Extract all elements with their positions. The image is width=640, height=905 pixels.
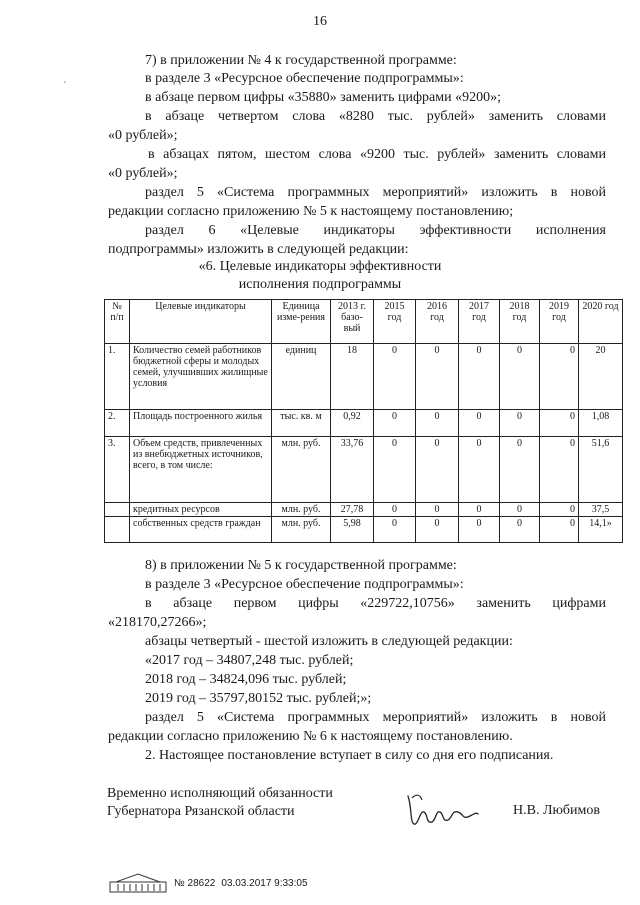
header-2013: 2013 г. базо-вый [331,300,374,344]
cell-value: 0 [540,437,579,503]
header-2018: 2018 год [500,300,540,344]
clause-2: 2. Настоящее постановление вступает в силу со дня его подписания. [145,748,554,763]
table-row [105,517,623,543]
word: тыс. [403,147,429,162]
cell-value: 0 [500,503,540,517]
word: словами [556,147,606,162]
cell-value: 0 [459,503,500,517]
document-timestamp: 03.03.2017 9:33:05 [221,877,308,889]
cell-indicator: Объем средств, привлеченных из внебюджетных источников, всего, в том числе: [130,437,272,503]
cell-number [105,517,130,543]
s7-line6 [148,146,606,164]
cell-value: 0 [416,517,459,543]
word: новой [570,710,606,725]
s7-line3: в абзаце первом цифры «35880» заменить цифрами «9200»; [145,90,501,105]
table-row [105,410,623,437]
word: заменить [493,147,549,162]
table-caption-line1: «6. Целевые индикаторы эффективности [198,259,442,274]
word: в [148,147,155,162]
word: «9200 [359,147,395,162]
header-2017: 2017 год [459,300,500,344]
signatory-title-line2: Губернатора Рязанской области [107,804,295,819]
signatory-title-line1: Временно исполняющий обязанности [107,786,333,801]
word: рублей» [426,109,475,124]
word: программных [287,710,370,725]
s7-line11: подпрограммы» изложить в следующей редакции: [108,242,409,257]
cell-value: 27,78 [331,503,374,517]
word: мероприятий» [382,185,469,200]
header-unit: Единица изме-рения [272,300,331,344]
word: 5 [196,710,204,725]
s7-line2: в разделе 3 «Ресурсное обеспечение подпрограммы»: [145,71,464,86]
word: заменить [488,109,543,124]
word: слова [292,109,326,124]
word: раздел [145,185,184,200]
cell-value: 0 [374,503,416,517]
cell-value: 5,98 [331,517,374,543]
word: 6 [208,223,216,238]
s8-line5: абзацы четвертый - шестой изложить в следующей редакции: [145,634,513,649]
cell-value: 20 [579,344,623,410]
word: цифры [298,596,339,611]
table-header-row [105,300,623,344]
word: заменить [476,596,531,611]
signatory-title [107,785,333,821]
s8-line10: редакции согласно приложению № 6 к настоящему постановлению. [108,729,513,744]
word: четвертом [218,109,279,124]
word: тыс. [387,109,413,124]
cell-value: 0 [416,437,459,503]
cell-value: 0 [540,344,579,410]
word: словами [556,109,606,124]
s7-line1: 7) в приложении № 4 к государственной программе: [145,53,457,68]
word: шестом [264,147,311,162]
table-row [105,437,623,503]
s8-line3 [145,595,606,613]
cell-unit: единиц [272,344,331,410]
cell-value: 0,92 [331,410,374,437]
table-row [105,344,623,410]
header-2019: 2019 год [540,300,579,344]
cell-value: 0 [459,410,500,437]
cell-value: 0 [459,517,500,543]
word: в [145,596,152,611]
header-2015: 2015 год [374,300,416,344]
table-row [105,503,623,517]
word: 5 [196,185,204,200]
cell-value: 0 [500,517,540,543]
word: абзацах [163,147,209,162]
cell-value: 0 [459,344,500,410]
word: «229722,10756» [360,596,455,611]
table-caption-line2: исполнения подпрограммы [238,277,402,292]
s8-line9 [145,709,606,727]
s7-line5: «0 рублей»; [108,128,178,143]
cell-unit: млн. руб. [272,517,331,543]
s8-line6: «2017 год – 34807,248 тыс. рублей; [145,653,354,668]
cell-number [105,503,130,517]
word: мероприятий» [382,710,469,725]
word: «8280 [338,109,374,124]
cell-value: 0 [459,437,500,503]
indicators-table [104,299,623,543]
word: «Целевые [240,223,299,238]
s8-line8: 2019 год – 35797,80152 тыс. рублей;»; [145,691,372,706]
signatory-name: Н.В. Любимов [513,803,600,818]
cell-value: 0 [416,410,459,437]
word: в [550,185,558,200]
word: эффективности [419,223,512,238]
cell-indicator: кредитных ресурсов [130,503,272,517]
header-indicator: Целевые индикаторы [130,300,272,344]
s8-line7: 2018 год – 34824,096 тыс. рублей; [145,672,347,687]
cell-value: 0 [374,410,416,437]
page-number: 16 [313,14,327,29]
word: рублей» [437,147,486,162]
building-emblem-icon [108,872,168,894]
word: раздел [145,223,184,238]
s7-line9: редакции согласно приложению № 5 к настоящему постановлению; [108,204,514,219]
word: раздел [145,710,184,725]
cell-value: 1,08 [579,410,623,437]
word: в [550,710,558,725]
word: программных [287,185,370,200]
word: в [145,109,152,124]
cell-value: 0 [540,517,579,543]
word: первом [233,596,277,611]
cell-unit: млн. руб. [272,503,331,517]
cell-value: 0 [374,344,416,410]
cell-indicator: Площадь построенного жилья [130,410,272,437]
s7-line4 [145,108,606,126]
header-number: № п/п [105,300,130,344]
margin-mark: ' [64,80,66,91]
document-footer [108,872,308,894]
cell-value: 0 [540,410,579,437]
s8-line1: 8) в приложении № 5 к государственной программе: [145,558,457,573]
document-number: № 28622 [174,877,216,889]
cell-number: 2. [105,410,130,437]
cell-value: 0 [500,437,540,503]
cell-unit: тыс. кв. м [272,410,331,437]
cell-value: 0 [500,344,540,410]
word: слова [318,147,352,162]
word: индикаторы [323,223,395,238]
cell-number: 3. [105,437,130,503]
s8-line2: в разделе 3 «Ресурсное обеспечение подпрограммы»: [145,577,464,592]
word: цифрами [552,596,606,611]
cell-value: 0 [374,517,416,543]
cell-value: 37,5 [579,503,623,517]
word: исполнения [535,223,606,238]
word: изложить [481,185,538,200]
cell-value: 33,76 [331,437,374,503]
cell-value: 0 [500,410,540,437]
header-2016: 2016 год [416,300,459,344]
word: пятом, [217,147,257,162]
cell-unit: млн. руб. [272,437,331,503]
cell-number: 1. [105,344,130,410]
s7-line10 [145,222,606,240]
word: изложить [481,710,538,725]
cell-value: 0 [416,503,459,517]
handwritten-signature [402,788,482,830]
cell-value: 51,6 [579,437,623,503]
word: «Система [217,185,275,200]
word: «Система [217,710,275,725]
s8-line4: «218170,27266»; [108,615,207,630]
cell-indicator: Количество семей работников бюджетной сферы и молодых семей, улучшивших жилищные условия [130,344,272,410]
cell-indicator: собственных средств граждан [130,517,272,543]
cell-value: 0 [374,437,416,503]
word: новой [570,185,606,200]
cell-value: 14,1» [579,517,623,543]
s7-line8 [145,184,606,202]
header-2020: 2020 год [579,300,623,344]
word: абзаце [165,109,205,124]
cell-value: 0 [540,503,579,517]
cell-value: 18 [331,344,374,410]
s7-line7: «0 рублей»; [108,166,178,181]
word: абзаце [173,596,213,611]
cell-value: 0 [416,344,459,410]
